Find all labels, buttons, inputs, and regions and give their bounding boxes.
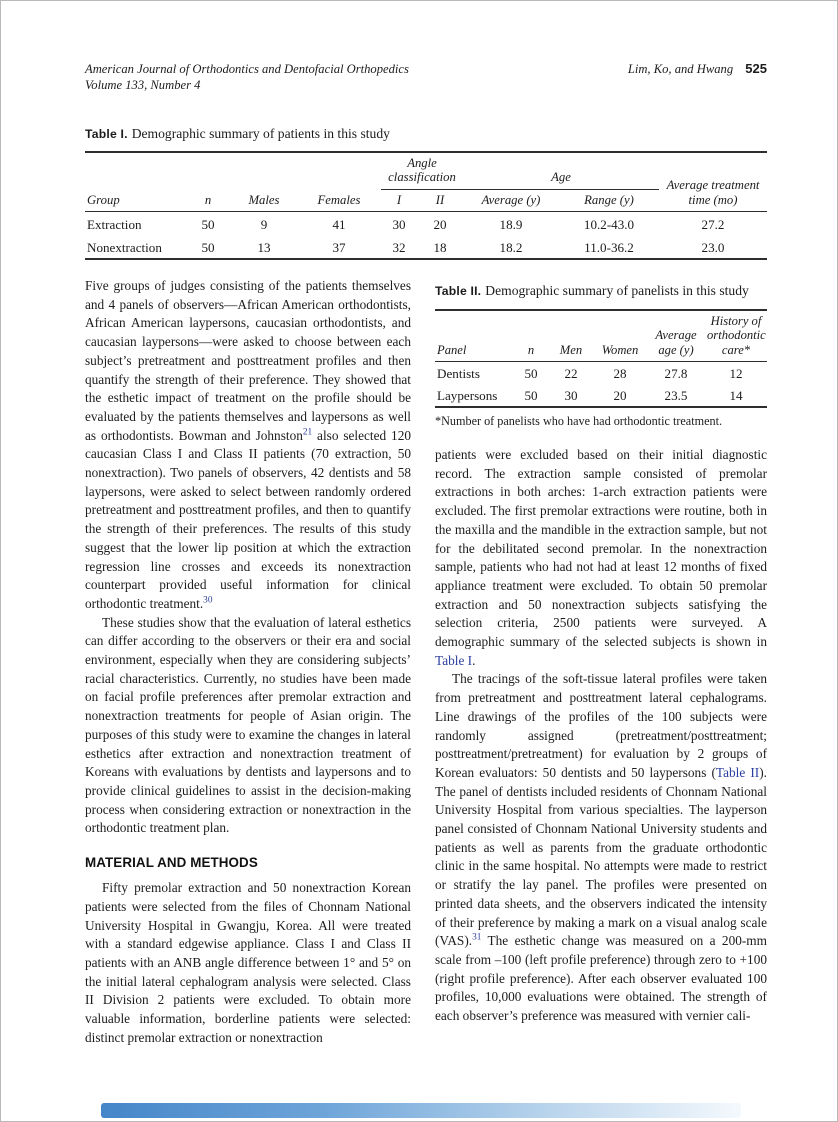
- table-cell: 10.2-43.0: [583, 217, 635, 232]
- col-women: Women: [593, 310, 647, 362]
- table1-block: [85, 125, 767, 260]
- text-run: Fifty premolar extraction and 50 nonextraction Korean patients were selected from the files of Chonnam National University Hospital in Gwangju, Korea. All were treated with a standard edgewise appliance. Class I and Class II patients with an ANB angle difference between 1° and 5° on the initial lateral cephalogram analysis were selected. Class II Division 2 patients were excluded. To obtain more valuable information, borderline patients were selected: distinct premolar extraction or nonextraction: [85, 880, 411, 1045]
- col-group: Group: [85, 189, 185, 212]
- left-column: [85, 277, 411, 1047]
- running-head: [85, 61, 767, 93]
- table-cell: 13: [257, 240, 271, 255]
- table2-caption: [435, 282, 767, 301]
- table-cell: 28: [613, 366, 627, 381]
- col-history: History of orthodontic care*: [705, 310, 767, 362]
- journal-info: [85, 61, 409, 93]
- table1-caption-text: Demographic summary of patients in this study: [131, 126, 390, 141]
- text-run: These studies show that the evaluation of lateral esthetics can differ according to the observers or their era and social environment, especially when they are considering subjects’ racial characteristics. Currently, no studies have been made on facial profile preferences after premolar extraction and nonextraction treatments for people of Asian origin. The purposes of this study were to examine the changes in lateral esthetics after extraction and nonextraction treatment of Koreans with evaluations by dentists and laypersons and to provide clinical guidelines to assist in the decision-making process when considering extraction or nonextraction in the orthodontic treatment plan.: [85, 614, 411, 836]
- col-average-age: Average (y): [463, 189, 559, 212]
- text-run: Five groups of judges consisting of the patients themselves and 4 panels of observers—African American orthodontists, African American laypersons, caucasian orthodontists, and caucasian laypersons—were asked to choose between each subject’s pretreatment and posttreatment profiles and then quantify the strength of their preference. They showed that the esthetic impact of treatment on the profile should be evaluated by the patients themselves and laypersons as well as orthodontists. Bowman and Johnston: [85, 278, 411, 443]
- paragraph: [435, 446, 767, 670]
- table1: [85, 151, 767, 261]
- table2-label: Table II.: [435, 284, 482, 298]
- table-cell: 18.2: [499, 240, 523, 255]
- col-group-age: Age: [463, 152, 659, 190]
- col-males: Males: [231, 189, 297, 212]
- col-females: Females: [297, 189, 381, 212]
- text-run: .: [472, 652, 476, 668]
- authors: Lim, Ko, and Hwang: [627, 62, 734, 76]
- table2-block: [435, 282, 767, 429]
- paragraph: [85, 614, 411, 838]
- table-row: [85, 212, 767, 236]
- paragraph: [435, 670, 767, 1025]
- table-cell: Extraction: [87, 217, 142, 232]
- text-run: also selected 120 caucasian Class I and Class II patients (70 extraction, 50 nonextraction). Two panels of observers, 42 dentists and 58 laypersons, were asked to select between randomly ordered pretreatment and posttreatment profiles, and then to quantify the strength of their preferences. The results of this study suggest that the lower lip position at which the extraction regression line crosses and exceeds its nonextraction counterpart provided useful information for clinical orthodontic treatment.: [85, 427, 412, 611]
- col-age-range: Range (y): [559, 189, 659, 212]
- table2-header-row: [435, 310, 767, 362]
- text-run: The esthetic change was measured on a 200-mm scale from –100 (left profile preference) through zero to +100 (right profile preference). After each observer evaluated 100 profiles, 10,000 evaluations were obtained. The strength of each observer’s preference was measured with vernier cali-: [435, 933, 767, 1024]
- col-treatment-time: Average treatment time (mo): [659, 152, 767, 212]
- table-cell: 32: [392, 240, 406, 255]
- table-link[interactable]: Table II: [715, 764, 760, 780]
- text-run: The tracings of the soft-tissue lateral profiles were taken from pretreatment and posttreatment lateral cephalograms. Line drawings of the profiles of the 100 subjects were randomly assigned (pretreatment/posttreatment; posttreatment/pretreatment) for evaluation by 2 groups of Korean evaluators: 50 dentists and 50 laypersons (: [435, 671, 767, 780]
- table2: [435, 309, 767, 409]
- table-cell: Nonextraction: [87, 240, 162, 255]
- citation-link[interactable]: 30: [203, 595, 213, 606]
- right-column: [435, 277, 767, 1047]
- table-row: [435, 384, 767, 407]
- text-run: ). The panel of dentists included residents of Chonnam National University Hospital from various specialties. The layperson panel consisted of Chonnam National University students and patients as well as parents from the graduate orthodontic clinic in the same hospital. No attempts were made to restrict or stratify the lay panel. The profiles were presented on printed data sheets, and the observers indicated the intensity of their preference by making a mark on a visual analog scale (VAS).: [435, 764, 767, 949]
- col-n: n: [513, 310, 549, 362]
- table1-caption: [85, 125, 767, 144]
- page-bottom-bar: [101, 1103, 741, 1118]
- table-cell: 30: [564, 388, 578, 403]
- table-cell: 50: [201, 217, 215, 232]
- table-cell: 11.0-36.2: [584, 240, 634, 255]
- table-cell: 20: [613, 388, 627, 403]
- table-cell: 12: [729, 366, 743, 381]
- table-row: [85, 235, 767, 259]
- spacer-cell: [85, 152, 381, 190]
- authors-pagenum: [628, 61, 767, 77]
- right-column-text: [435, 446, 767, 1026]
- table-cell: 20: [433, 217, 447, 232]
- table-cell: 27.8: [664, 366, 688, 381]
- body-columns: [85, 277, 767, 1047]
- section-heading: MATERIAL AND METHODS: [85, 855, 258, 871]
- table-cell: 23.0: [701, 240, 725, 255]
- table-cell: 37: [332, 240, 346, 255]
- col-class-2: II: [417, 189, 463, 212]
- table-row: [435, 362, 767, 385]
- table-cell: 41: [332, 217, 346, 232]
- col-n: n: [185, 189, 231, 212]
- page-number: 525: [745, 61, 767, 76]
- table1-label: Table I.: [85, 127, 128, 141]
- table-link[interactable]: Table I: [435, 652, 473, 668]
- table-cell: 18: [433, 240, 447, 255]
- journal-issue: Volume 133, Number 4: [85, 78, 201, 92]
- table-cell: 14: [729, 388, 743, 403]
- table2-footnote: *Number of panelists who have had orthodontic treatment.: [435, 414, 723, 428]
- table-cell: 50: [201, 240, 215, 255]
- journal-title: American Journal of Orthodontics and Dentofacial Orthopedics: [85, 62, 409, 76]
- paragraph: [85, 277, 411, 614]
- paragraph: [85, 879, 411, 1047]
- table-cell: Laypersons: [437, 388, 498, 403]
- citation-link[interactable]: 31: [472, 932, 482, 943]
- table-cell: 50: [524, 388, 538, 403]
- col-group-angle: Angle classification: [381, 152, 463, 190]
- table-cell: 27.2: [701, 217, 725, 232]
- table-cell: 22: [564, 366, 578, 381]
- table-cell: 23.5: [664, 388, 688, 403]
- citation-link[interactable]: 21: [302, 427, 313, 438]
- table-cell: 50: [524, 366, 538, 381]
- col-panel: Panel: [435, 310, 513, 362]
- table-cell: Dentists: [437, 366, 480, 381]
- table2-caption-text: Demographic summary of panelists in this study: [485, 283, 749, 298]
- table-cell: 9: [260, 217, 268, 232]
- table-cell: 18.9: [499, 217, 523, 232]
- col-class-1: I: [381, 189, 417, 212]
- text-run: patients were excluded based on their initial diagnostic record. The extraction sample consisted of premolar extractions in both arches: 1-arch extraction patients were excluded. The first premolar extractions were routine, both in the maxilla and the mandible in the extraction sample, but not for the debilitated second premolar. In the nonextraction sample, patients who had not had at least 12 months of fixed appliance treatment were excluded. To obtain 50 premolar extraction and 50 nonextraction subjects satisfying the selection criteria, 2500 patients were surveyed. A demographic summary of the selected subjects is shown in: [435, 447, 767, 650]
- table-cell: 30: [392, 217, 406, 232]
- table1-group-header-row: [85, 152, 767, 190]
- col-men: Men: [549, 310, 593, 362]
- col-average-age: Average age (y): [647, 310, 705, 362]
